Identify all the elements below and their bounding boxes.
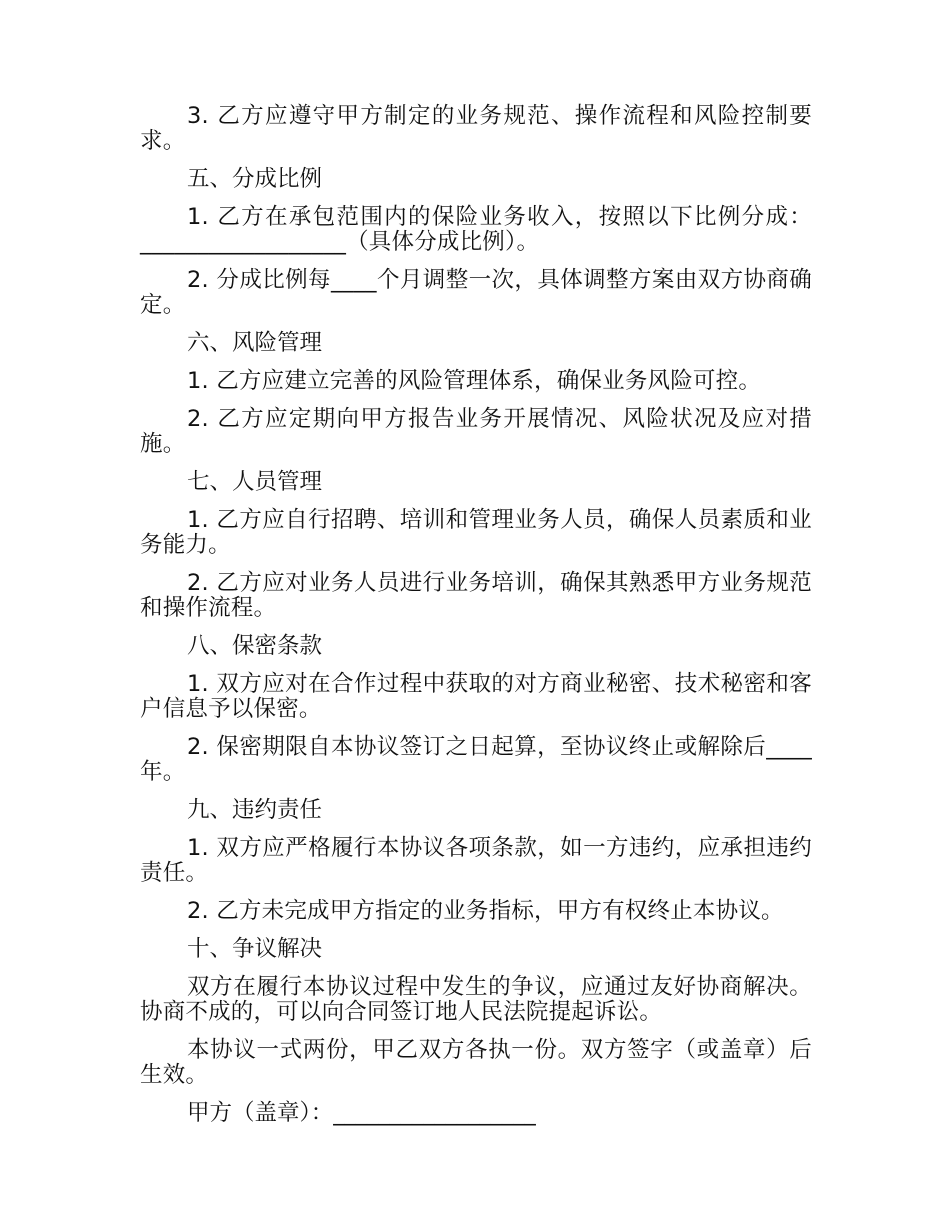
clause-confidentiality-scope: 1. 双方应对在合作过程中获取的对方商业秘密、技术秘密和客户信息予以保密。 bbox=[140, 671, 812, 722]
clause-3-compliance: 3. 乙方应遵守甲方制定的业务规范、操作流程和风险控制要求。 bbox=[140, 103, 812, 154]
section-heading-revenue-share: 五、分成比例 bbox=[187, 166, 323, 192]
document-page bbox=[140, 104, 812, 1126]
section-heading-risk-management: 六、风险管理 bbox=[187, 330, 323, 356]
clause-liability-termination: 2. 乙方未完成甲方指定的业务指标，甲方有权终止本协议。 bbox=[187, 898, 784, 924]
clause-confidentiality-period: 2. 保密期限自本协议签订之日起算，至协议终止或解除后____年。 bbox=[140, 734, 812, 785]
section-heading-personnel: 七、人员管理 bbox=[187, 469, 323, 495]
clause-risk-system: 1. 乙方应建立完善的风险管理体系，确保业务风险可控。 bbox=[187, 368, 762, 394]
section-heading-confidentiality: 八、保密条款 bbox=[187, 633, 323, 659]
clause-dispute-resolution: 双方在履行本协议过程中发生的争议，应通过友好协商解决。协商不成的，可以向合同签订地人民法院提起诉讼。 bbox=[140, 974, 812, 1025]
clause-personnel-hiring: 1. 乙方应自行招聘、培训和管理业务人员，确保人员素质和业务能力。 bbox=[140, 507, 812, 558]
clause-copies-effect: 本协议一式两份，甲乙双方各执一份。双方签字（或盖章）后生效。 bbox=[140, 1037, 812, 1088]
clause-ratio-adjustment: 2. 分成比例每____个月调整一次，具体调整方案由双方协商确定。 bbox=[140, 267, 812, 318]
clause-liability-breach: 1. 双方应严格履行本协议各项条款，如一方违约，应承担违约责任。 bbox=[140, 835, 812, 886]
party-a-signature-line: 甲方（盖章）：__________________ bbox=[187, 1100, 536, 1126]
clause-risk-reporting: 2. 乙方应定期向甲方报告业务开展情况、风险状况及应对措施。 bbox=[140, 406, 812, 457]
clause-revenue-share-ratio: 1. 乙方在承包范围内的保险业务收入，按照以下比例分成：__________________（具体分成比例）。 bbox=[140, 204, 812, 255]
clause-personnel-training: 2. 乙方应对业务人员进行业务培训，确保其熟悉甲方业务规范和操作流程。 bbox=[140, 570, 812, 621]
section-heading-dispute: 十、争议解决 bbox=[187, 936, 323, 962]
section-heading-liability: 九、违约责任 bbox=[187, 797, 323, 823]
